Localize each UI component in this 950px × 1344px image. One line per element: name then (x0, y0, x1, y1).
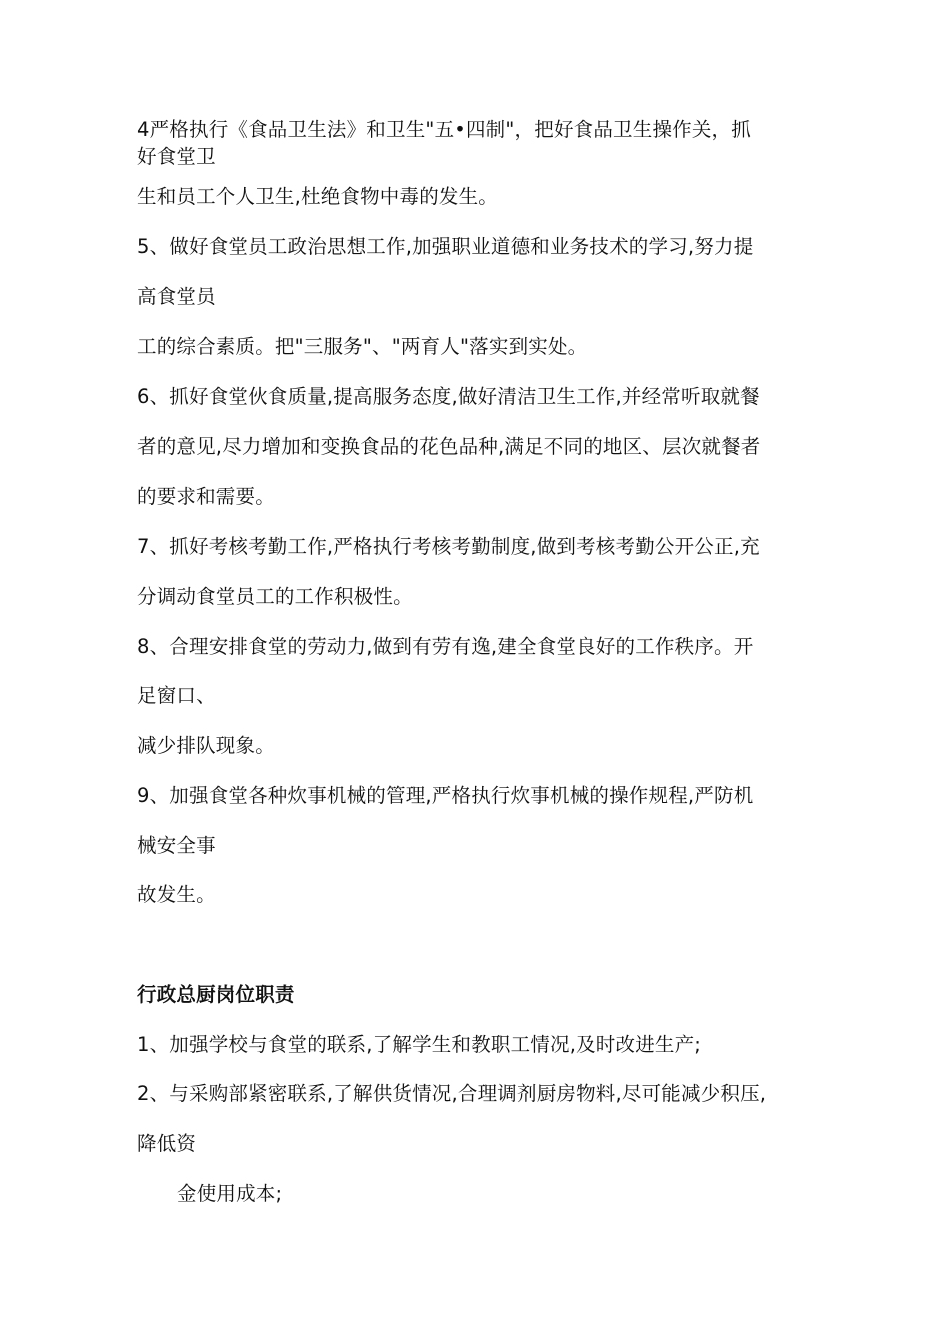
paragraph-line: 4严格执行《食品卫生法》和卫生"五•四制"，把好食品卫生操作关，抓 (137, 118, 751, 141)
paragraph-line: 高食堂员 (137, 285, 216, 308)
paragraph-line: 金使用成本; (177, 1182, 283, 1205)
paragraph-line: 生和员工个人卫生,杜绝食物中毒的发生。 (137, 185, 498, 208)
paragraph-line: 5、做好食堂员工政治思想工作,加强职业道德和业务技术的学习,努力提 (137, 235, 754, 258)
paragraph-line: 好食堂卫 (137, 145, 216, 168)
paragraph-line: 工的综合素质。把"三服务"、"两育人"落实到实处。 (137, 335, 588, 358)
paragraph-line: 2、与采购部紧密联系,了解供货情况,合理调剂厨房物料,尽可能减少积压, (137, 1082, 767, 1105)
paragraph-line: 9、加强食堂各种炊事机械的管理,严格执行炊事机械的操作规程,严防机 (137, 784, 754, 807)
paragraph-line: 6、抓好食堂伙食质量,提高服务态度,做好清洁卫生工作,并经常听取就餐 (137, 385, 760, 408)
paragraph-line: 7、抓好考核考勤工作,严格执行考核考勤制度,做到考核考勤公开公正,充 (137, 535, 760, 558)
paragraph-line: 降低资 (137, 1132, 197, 1155)
paragraph-line: 足窗口、 (137, 684, 216, 707)
section-heading: 行政总厨岗位职责 (137, 983, 295, 1006)
paragraph-line: 的要求和需要。 (137, 485, 275, 508)
paragraph-line: 1、加强学校与食堂的联系,了解学生和教职工情况,及时改进生产; (137, 1033, 702, 1056)
paragraph-line: 故发生。 (137, 883, 216, 906)
paragraph-line: 械安全事 (137, 834, 216, 857)
paragraph-line: 8、合理安排食堂的劳动力,做到有劳有逸,建全食堂良好的工作秩序。开 (137, 635, 754, 658)
paragraph-line: 分调动食堂员工的工作积极性。 (137, 585, 413, 608)
paragraph-line: 者的意见,尽力增加和变换食品的花色品种,满足不同的地区、层次就餐者 (137, 435, 761, 458)
paragraph-line: 减少排队现象。 (137, 734, 275, 757)
